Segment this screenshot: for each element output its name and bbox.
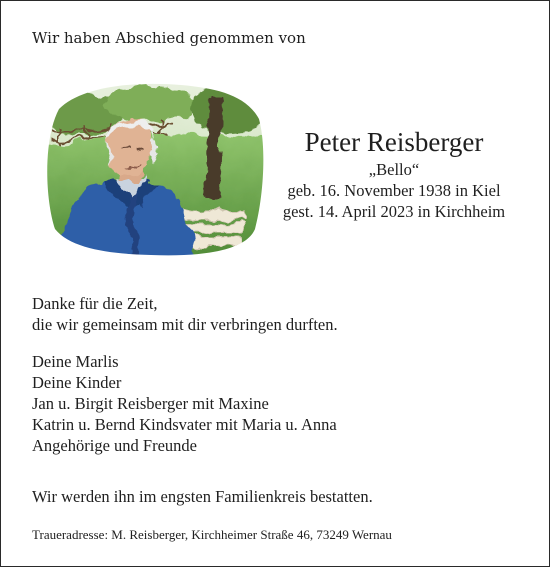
mourner-line: Jan u. Birgit Reisberger mit Maxine: [32, 394, 269, 413]
mourner-line: Angehörige und Freunde: [32, 436, 197, 455]
mourners-list: [32, 351, 337, 456]
death-info: gest. 14. April 2023 in Kirchheim: [282, 202, 506, 221]
mourner-line: Katrin u. Bernd Kindsvater mit Maria u. Anna: [32, 415, 337, 434]
mourner-line: Deine Marlis: [32, 352, 119, 371]
portrait-photo: [41, 79, 267, 259]
mourner-line: Deine Kinder: [32, 373, 122, 392]
deceased-info: [263, 125, 525, 222]
thanks-line: die wir gemeinsam mit dir verbringen durften.: [32, 315, 338, 334]
deceased-nickname: „Bello“: [368, 160, 420, 179]
deceased-name: Peter Reisberger: [304, 127, 484, 157]
thanks-line: Danke für die Zeit,: [32, 294, 158, 313]
funeral-note: Wir werden ihn im engsten Familienkreis bestatten.: [32, 487, 373, 506]
birth-info: geb. 16. November 1938 in Kiel: [287, 181, 501, 200]
mourning-address: Traueradresse: M. Reisberger, Kirchheimer Straße 46, 73249 Wernau: [32, 527, 392, 542]
intro-text: Wir haben Abschied genommen von: [32, 29, 306, 47]
thanks-text: [32, 293, 338, 335]
